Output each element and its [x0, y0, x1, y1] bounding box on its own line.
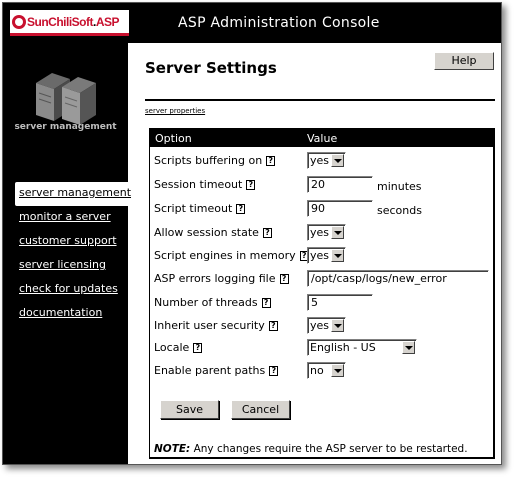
- setting-label: Locale: [154, 341, 190, 354]
- help-question-icon[interactable]: ?: [269, 366, 278, 376]
- setting-row-session-timeout: [150, 174, 494, 196]
- dropdown-arrow-icon: [331, 319, 344, 332]
- allow-session-state-select[interactable]: yes: [307, 224, 346, 241]
- sidebar-item-check-for-updates[interactable]: check for updates: [19, 282, 118, 295]
- setting-row-script-timeout: [150, 198, 494, 220]
- setting-label: Script timeout: [154, 202, 233, 215]
- sidebar-nav: [15, 182, 132, 326]
- inherit-user-security-select[interactable]: yes: [307, 317, 346, 334]
- setting-row-asp-errors-log: [150, 268, 494, 290]
- dropdown-arrow-icon: [402, 341, 415, 354]
- setting-row-inherit-user-security: [150, 315, 494, 337]
- sidebar-item-documentation[interactable]: documentation: [19, 306, 103, 319]
- help-question-icon[interactable]: ?: [280, 274, 289, 284]
- save-button[interactable]: Save: [160, 400, 219, 419]
- settings-panel: [149, 128, 495, 459]
- asp-errors-log-input[interactable]: /opt/casp/logs/new_error: [307, 270, 489, 287]
- dropdown-arrow-icon: [331, 226, 344, 239]
- script-timeout-unit: seconds: [377, 204, 422, 217]
- header-bar: [3, 3, 501, 43]
- sidebar-section-label: server management: [14, 122, 117, 132]
- server-icon: [34, 69, 98, 127]
- settings-table-header: [150, 129, 493, 147]
- help-question-icon[interactable]: ?: [266, 156, 275, 166]
- app-window: [2, 2, 502, 465]
- script-engines-select[interactable]: yes: [307, 247, 346, 264]
- setting-label: ASP errors logging file: [154, 272, 276, 285]
- enable-parent-paths-select[interactable]: no: [307, 362, 346, 379]
- number-of-threads-input[interactable]: 5: [307, 294, 373, 311]
- help-question-icon[interactable]: ?: [269, 321, 278, 331]
- server-properties-link[interactable]: server properties: [145, 107, 206, 115]
- setting-label: Number of threads: [154, 296, 258, 309]
- sidebar-item-server-management[interactable]: server management: [15, 182, 128, 206]
- logo-mark-icon: [12, 15, 26, 29]
- script-timeout-input[interactable]: 90: [307, 200, 373, 217]
- setting-row-locale: [150, 337, 494, 359]
- sidebar-item-monitor-a-server[interactable]: monitor a server: [19, 210, 111, 223]
- setting-label: Enable parent paths: [154, 364, 266, 377]
- setting-row-number-of-threads: [150, 292, 494, 314]
- column-header-value: Value: [307, 132, 338, 145]
- dropdown-arrow-icon: [331, 364, 344, 377]
- restart-note: [154, 443, 468, 455]
- column-header-option: Option: [155, 132, 192, 145]
- logo-text: SunChiliSoft.ASP: [27, 14, 120, 29]
- help-question-icon[interactable]: ?: [262, 298, 271, 308]
- scripts-buffering-select[interactable]: yes: [307, 152, 346, 169]
- note-text: Any changes require the ASP server to be restarted.: [190, 443, 468, 455]
- setting-label: Scripts buffering on: [154, 154, 263, 167]
- sidebar: [3, 43, 132, 464]
- title-divider: [145, 99, 495, 101]
- setting-row-scripts-buffering: [150, 150, 494, 172]
- page-title: Server Settings: [145, 59, 277, 77]
- setting-label: Allow session state: [154, 226, 259, 239]
- help-question-icon[interactable]: ?: [246, 180, 255, 190]
- console-title: ASP Administration Console: [178, 15, 380, 31]
- sidebar-item-customer-support[interactable]: customer support: [19, 234, 117, 247]
- help-button[interactable]: Help: [434, 52, 494, 70]
- help-question-icon[interactable]: ?: [300, 251, 309, 261]
- setting-label: Script engines in memory: [154, 249, 296, 262]
- locale-select[interactable]: English - US: [307, 339, 417, 356]
- setting-row-allow-session-state: [150, 222, 494, 244]
- setting-row-enable-parent-paths: [150, 360, 494, 382]
- help-question-icon[interactable]: ?: [193, 343, 202, 353]
- note-prefix: NOTE:: [154, 443, 191, 455]
- help-question-icon[interactable]: ?: [263, 228, 272, 238]
- cancel-button[interactable]: Cancel: [231, 400, 290, 419]
- session-timeout-unit: minutes: [377, 180, 422, 193]
- sidebar-item-server-licensing[interactable]: server licensing: [19, 258, 106, 271]
- session-timeout-input[interactable]: 20: [307, 176, 373, 193]
- setting-label: Session timeout: [154, 178, 243, 191]
- setting-label: Inherit user security: [154, 319, 265, 332]
- dropdown-arrow-icon: [331, 249, 344, 262]
- dropdown-arrow-icon: [331, 154, 344, 167]
- help-question-icon[interactable]: ?: [236, 204, 245, 214]
- setting-row-script-engines: [150, 245, 494, 267]
- sunchilisoft-logo: [10, 10, 129, 36]
